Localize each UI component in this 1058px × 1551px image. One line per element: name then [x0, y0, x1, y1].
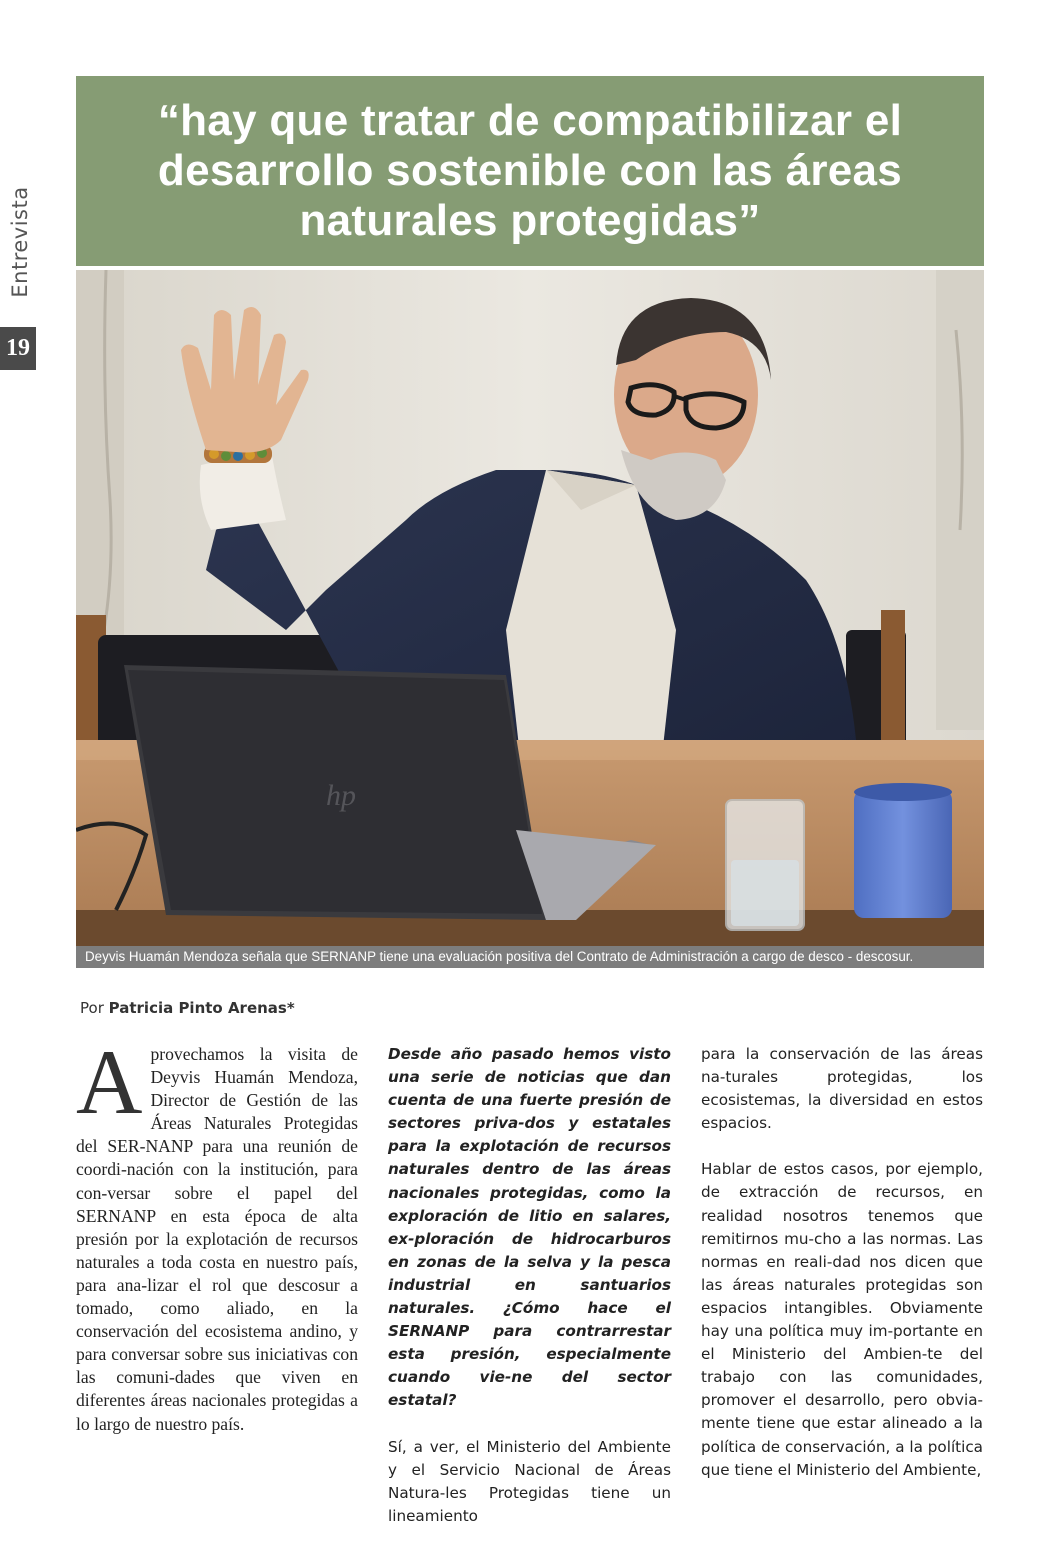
photo-illustration — [76, 270, 984, 946]
article-column-1 — [76, 1031, 358, 1436]
interview-answer-paragraph: Hablar de estos casos, por ejemplo, de extracción de recursos, en realidad nosotros tenemos que remitirnos mu-cho a las normas. Las normas en reali-dad nos dicen que las áreas naturales protegidas son espacios intangibles. Obviamente hay una política muy im-portante en el Ministerio del Ambien-te del trabajo con las comunidades, promover el desarrollo, pero obvia-mente tiene que estar alineado a la política de conservación, a la política que tiene el Ministerio del Ambiente, — [701, 1160, 983, 1479]
page-number: 19 — [0, 327, 36, 370]
byline-prefix: Por — [80, 999, 104, 1017]
section-label — [4, 180, 36, 304]
section-label-text: Entrevista — [8, 186, 32, 298]
byline-author: Patricia Pinto Arenas* — [108, 999, 295, 1017]
interview-photo — [76, 270, 984, 946]
interview-answer-continued: para la conservación de las áreas na-turales protegidas, los ecosistemas, la diversidad en estos espacios. — [701, 1045, 983, 1133]
headline: “hay que tratar de compatibilizar el desarrollo sostenible con las áreas naturales protegidas” — [157, 96, 903, 245]
article-column-2 — [388, 1043, 671, 1551]
interview-question: Desde año pasado hemos visto una serie de noticias que dan cuenta de una fuerte presión de sectores priva-dos y estatales para la explotación de recursos naturales dentro de las áreas nacionales protegidas, como la exploración de litio en salares, ex-ploración de hidrocarburos en zonas de la selva y la pesca industrial en santuarios naturales. ¿Cómo hace el SERNANP para contrarrestar esta presión, especialmente cuando vie-ne del sector estatal? — [388, 1045, 671, 1410]
article-column-3 — [701, 1043, 983, 1505]
article-intro: provechamos la visita de Deyvis Huamán Mendoza, Director de Gestión de las Áreas Naturales Protegidas del SER-NANP para una reunión de coordi-nación con la institución, para con-versar sobre el papel del SERNANP en esta época de alta presión por la explotación de recursos naturales a toda costa en nuestro país, para ana-lizar el rol que descosur a tomado, como aliado, en la conservación del ecosistema andino, y para conversar sobre sus iniciativas con las comuni-dades que viven en diferentes áreas nacionales protegidas a lo largo de nuestro país. — [76, 1044, 358, 1434]
photo-caption: Deyvis Huamán Mendoza señala que SERNANP tiene una evaluación positiva del Contrato de Administración a cargo de desco - descosur. — [76, 946, 984, 968]
drop-cap: A — [76, 1031, 143, 1133]
interview-answer-start: Sí, a ver, el Ministerio del Ambiente y el Servicio Nacional de Áreas Natura-les Protegidas tiene un lineamiento — [388, 1437, 671, 1525]
byline — [80, 999, 295, 1017]
headline-banner — [76, 76, 984, 266]
laptop-logo: hp — [326, 779, 356, 812]
